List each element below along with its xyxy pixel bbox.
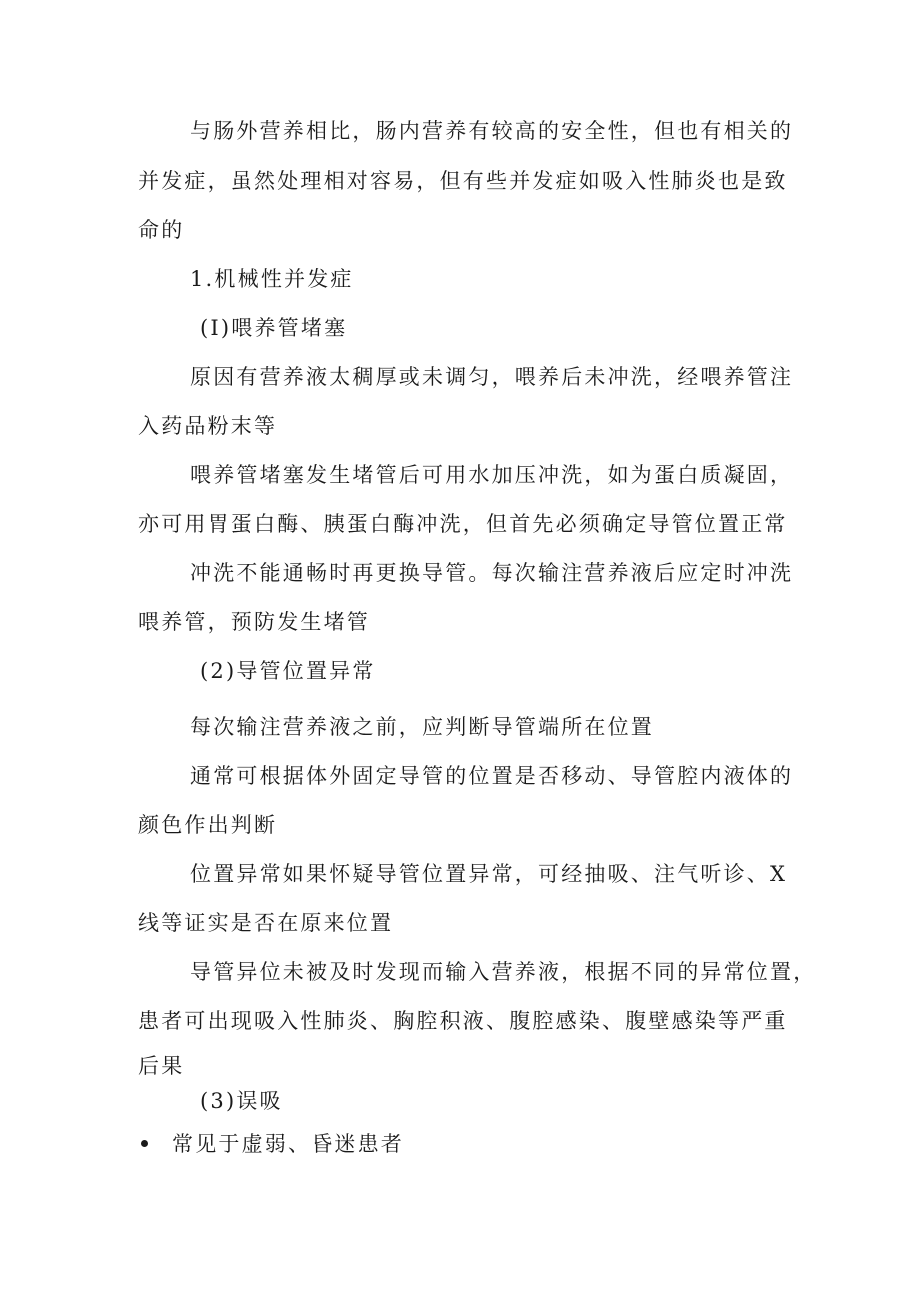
subheading-tube-position: (2)导管位置异常 — [200, 659, 376, 683]
paragraph-8-line-3: 后果 — [138, 1054, 185, 1078]
paragraph-1-line-2: 并发症，虽然处理相对容易，但有些并发症如吸入性肺炎也是致 — [138, 169, 788, 193]
paragraph-2-line-1: 原因有营养液太稠厚或未调匀，喂养后未冲洗，经喂养管注 — [190, 365, 794, 389]
paragraph-8-line-1: 导管异位未被及时发现而输入营养液，根据不同的异常位置， — [190, 960, 817, 984]
paragraph-7-line-1: 位置异常如果怀疑导管位置异常，可经抽吸、注气听诊、X — [190, 862, 788, 886]
subheading-aspiration: (3)误吸 — [200, 1089, 283, 1113]
paragraph-4-line-1: 冲洗不能通畅时再更换导管。每次输注营养液后应定时冲洗 — [190, 561, 794, 585]
paragraph-1-line-1: 与肠外营养相比，肠内营养有较高的安全性，但也有相关的 — [190, 119, 794, 143]
paragraph-3-line-1: 喂养管堵塞发生堵管后可用水加压冲洗，如为蛋白质凝固， — [190, 463, 794, 487]
paragraph-6-line-1: 通常可根据体外固定导管的位置是否移动、导管腔内液体的 — [190, 764, 794, 788]
paragraph-4-line-2: 喂养管，预防发生堵管 — [138, 610, 370, 634]
paragraph-3-line-2: 亦可用胃蛋白酶、胰蛋白酶冲洗，但首先必须确定导管位置正常 — [138, 512, 788, 536]
paragraph-1-line-3: 命的 — [138, 218, 185, 242]
paragraph-8-line-2: 患者可出现吸入性肺炎、胸腔积液、腹腔感染、腹壁感染等严重 — [138, 1009, 788, 1033]
paragraph-5-line-1: 每次输注营养液之前，应判断导管端所在位置 — [190, 715, 654, 739]
subheading-tube-blockage: (I)喂养管堵塞 — [200, 316, 348, 340]
paragraph-2-line-2: 入药品粉末等 — [138, 414, 278, 438]
section-heading-mechanical: 1.机械性并发症 — [190, 267, 354, 291]
paragraph-6-line-2: 颜色作出判断 — [138, 813, 278, 837]
bullet-item-text: 常见于虚弱、昏迷患者 — [172, 1132, 404, 1156]
bullet-dot-icon — [141, 1140, 148, 1147]
paragraph-7-line-2: 线等证实是否在原来位置 — [138, 911, 394, 935]
